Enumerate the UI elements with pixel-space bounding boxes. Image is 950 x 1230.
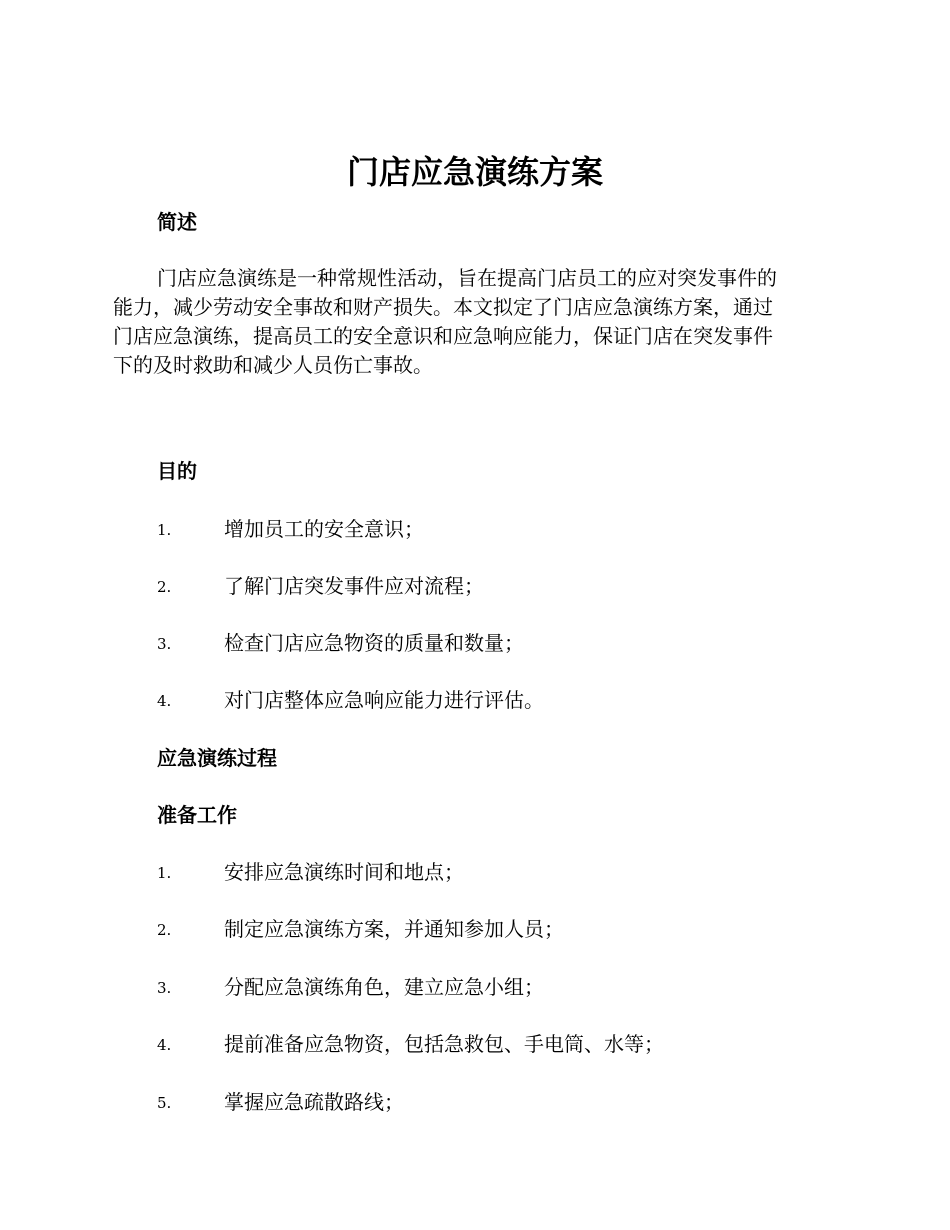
list-item-text: 提前准备应急物资，包括急救包、手电筒、水等；: [224, 1032, 664, 1056]
list-item: [157, 973, 837, 1003]
list-item: [157, 1088, 837, 1118]
document-title: 门店应急演练方案: [346, 153, 603, 191]
section-heading-preparation: 准备工作: [157, 803, 237, 827]
list-item-number: 3.: [157, 635, 172, 653]
list-item: [157, 915, 837, 945]
list-item-text: 增加员工的安全意识；: [224, 517, 424, 541]
list-item-number: 2.: [157, 578, 172, 596]
list-item: [157, 1030, 837, 1060]
summary-paragraph: [113, 264, 833, 380]
section-heading-process: 应急演练过程: [157, 746, 277, 770]
paragraph-line: 门店应急演练，提高员工的安全意识和应急响应能力，保证门店在突发事件: [113, 324, 773, 348]
paragraph-line: 门店应急演练是一种常规性活动，旨在提高门店员工的应对突发事件的: [157, 266, 777, 290]
list-item-number: 1.: [157, 864, 172, 882]
list-item-text: 掌握应急疏散路线；: [224, 1090, 404, 1114]
list-item-text: 安排应急演练时间和地点；: [224, 860, 464, 884]
list-item-number: 4.: [157, 692, 172, 710]
list-item: [157, 686, 837, 716]
section-heading-purpose: 目的: [157, 459, 197, 483]
list-item-number: 3.: [157, 979, 172, 997]
paragraph-line: 下的及时救助和减少人员伤亡事故。: [113, 353, 433, 377]
list-item-number: 2.: [157, 921, 172, 939]
list-item: [157, 515, 837, 545]
section-heading-summary: 简述: [157, 210, 197, 234]
paragraph-line: 能力，减少劳动安全事故和财产损失。本文拟定了门店应急演练方案，通过: [113, 295, 773, 319]
list-item-text: 制定应急演练方案，并通知参加人员；: [224, 917, 564, 941]
list-item-number: 4.: [157, 1036, 172, 1054]
list-item: [157, 858, 837, 888]
list-item-number: 5.: [157, 1094, 172, 1112]
list-item-text: 分配应急演练角色，建立应急小组；: [224, 975, 544, 999]
list-item-number: 1.: [157, 521, 172, 539]
list-item: [157, 572, 837, 602]
list-item-text: 对门店整体应急响应能力进行评估。: [224, 688, 544, 712]
list-item-text: 检查门店应急物资的质量和数量；: [224, 631, 524, 655]
list-item: [157, 629, 837, 659]
list-item-text: 了解门店突发事件应对流程；: [224, 574, 484, 598]
